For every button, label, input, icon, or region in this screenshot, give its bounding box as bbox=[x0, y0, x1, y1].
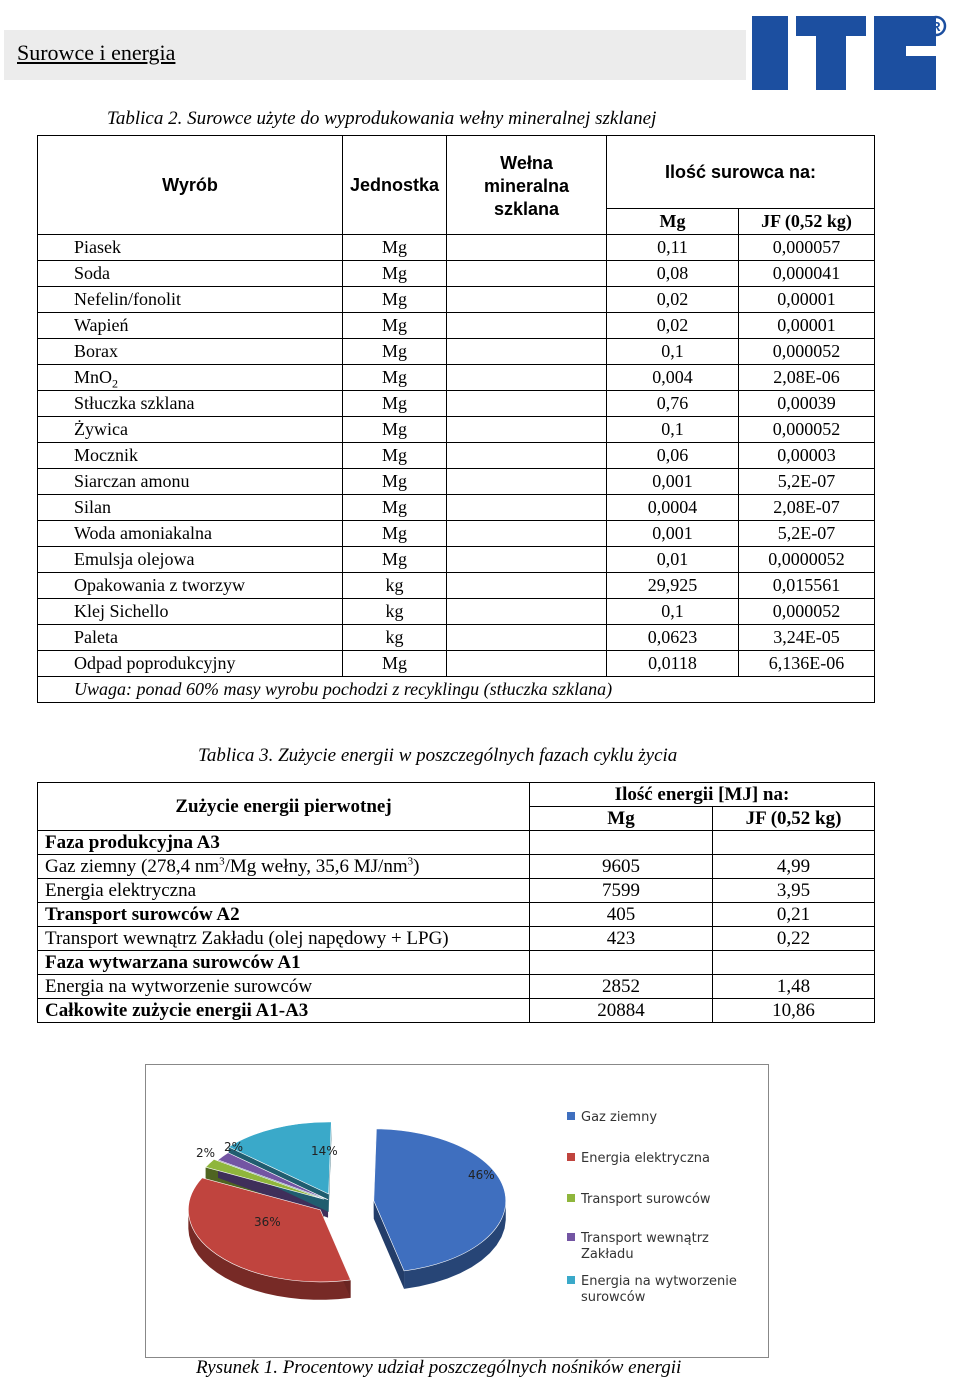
cell-wyrob bbox=[38, 417, 343, 443]
pie-chart bbox=[145, 1064, 769, 1358]
cell-jf: 2,08E-06 bbox=[739, 365, 875, 391]
cell-label bbox=[38, 855, 530, 879]
cell-wyrob bbox=[38, 547, 343, 573]
cell-jf: 6,136E-06 bbox=[739, 651, 875, 677]
cell-label-label: Faza produkcyjna A3 bbox=[45, 832, 220, 853]
cell-mg: 0,02 bbox=[607, 287, 739, 313]
cell-mg: 0,1 bbox=[607, 339, 739, 365]
cell-wyrob-text: MnO bbox=[74, 367, 113, 387]
cell-wyrob bbox=[38, 495, 343, 521]
cell-jf: 0,000041 bbox=[739, 261, 875, 287]
table-row bbox=[38, 443, 875, 469]
cell-welna bbox=[447, 391, 607, 417]
col-header-jf: JF (0,52 kg) bbox=[739, 209, 875, 235]
table-row bbox=[38, 927, 875, 951]
legend-label: Zakładu bbox=[581, 1247, 634, 1262]
cell-mg bbox=[530, 831, 713, 855]
cell-label-label-mid: /Mg wełny, 35,6 MJ/nm bbox=[224, 856, 408, 877]
table3 bbox=[37, 782, 875, 1023]
cell-wyrob-text: Stłuczka szklana bbox=[74, 393, 195, 413]
cell-jednostka: Mg bbox=[343, 651, 447, 677]
cell-label bbox=[38, 879, 530, 903]
cell-jf: 0,21 bbox=[713, 903, 875, 927]
col-header-welna bbox=[447, 136, 607, 235]
cell-mg: 29,925 bbox=[607, 573, 739, 599]
cell-jf: 0,000057 bbox=[739, 235, 875, 261]
col-header-ilosc: Ilość surowca na: bbox=[607, 136, 875, 209]
cell-jednostka: kg bbox=[343, 599, 447, 625]
cell-wyrob bbox=[38, 391, 343, 417]
legend-label: Gaz ziemny bbox=[581, 1110, 658, 1125]
cell-jf: 0,22 bbox=[713, 927, 875, 951]
cell-jf: 0,00039 bbox=[739, 391, 875, 417]
cell-wyrob bbox=[38, 261, 343, 287]
cell-mg: 0,001 bbox=[607, 521, 739, 547]
col-header-welna-line1: Wełna bbox=[500, 153, 553, 173]
cell-wyrob-text: Wapień bbox=[74, 315, 129, 335]
table-row bbox=[38, 903, 875, 927]
cell-welna bbox=[447, 287, 607, 313]
cell-wyrob-subscript: 2 bbox=[112, 376, 119, 391]
cell-welna bbox=[447, 469, 607, 495]
cell-wyrob bbox=[38, 573, 343, 599]
col-header-welna-line2: mineralna bbox=[483, 176, 570, 196]
cell-wyrob-text: Emulsja olejowa bbox=[74, 549, 195, 569]
table-row bbox=[38, 287, 875, 313]
cell-wyrob-text: Mocznik bbox=[74, 445, 138, 465]
table-row bbox=[38, 547, 875, 573]
cell-jf: 0,00001 bbox=[739, 287, 875, 313]
page-title: Surowce i energia bbox=[17, 40, 176, 65]
col-header-wyrob: Wyrób bbox=[38, 136, 343, 235]
cell-jednostka: Mg bbox=[343, 339, 447, 365]
cell-jednostka: Mg bbox=[343, 417, 447, 443]
cell-wyrob bbox=[38, 235, 343, 261]
cell-jednostka: Mg bbox=[343, 391, 447, 417]
cell-wyrob-text: Żywica bbox=[74, 419, 128, 439]
cell-wyrob-text: Paleta bbox=[74, 627, 118, 647]
cell-label bbox=[38, 903, 530, 927]
cell-label bbox=[38, 975, 530, 999]
cell-welna bbox=[447, 313, 607, 339]
table-row bbox=[38, 339, 875, 365]
table2-caption: Tablica 2. Surowce użyte do wyprodukowania wełny mineralnej szklanej bbox=[107, 108, 657, 129]
cell-label-label: Transport wewnątrz Zakładu (olej napędowy + LPG) bbox=[45, 928, 449, 949]
cell-mg: 7599 bbox=[530, 879, 713, 903]
cell-wyrob-text: Klej Sichello bbox=[74, 601, 169, 621]
table-row bbox=[38, 417, 875, 443]
cell-jednostka: Mg bbox=[343, 547, 447, 573]
table-row bbox=[38, 495, 875, 521]
legend-swatch bbox=[567, 1233, 575, 1241]
cell-welna bbox=[447, 625, 607, 651]
itb-logo bbox=[752, 12, 950, 92]
cell-jf bbox=[713, 951, 875, 975]
col-header-jednostka: Jednostka bbox=[343, 136, 447, 235]
cell-jf: 2,08E-07 bbox=[739, 495, 875, 521]
cell-jf: 10,86 bbox=[713, 999, 875, 1023]
col-header-mg: Mg bbox=[607, 209, 739, 235]
cell-jf: 3,95 bbox=[713, 879, 875, 903]
figure-caption: Rysunek 1. Procentowy udział poszczególnych nośników energii bbox=[196, 1357, 682, 1378]
cell-welna bbox=[447, 261, 607, 287]
pie-data-label: 36% bbox=[254, 1215, 281, 1229]
cell-label bbox=[38, 831, 530, 855]
table-row bbox=[38, 235, 875, 261]
cell-jednostka: Mg bbox=[343, 235, 447, 261]
cell-jf: 5,2E-07 bbox=[739, 521, 875, 547]
cell-wyrob-text: Woda amoniakalna bbox=[74, 523, 212, 543]
table-row bbox=[38, 573, 875, 599]
cell-jednostka: kg bbox=[343, 625, 447, 651]
cell-mg: 423 bbox=[530, 927, 713, 951]
svg-text:R: R bbox=[931, 19, 941, 34]
cell-welna bbox=[447, 547, 607, 573]
legend-swatch bbox=[567, 1153, 575, 1161]
cell-mg: 0,06 bbox=[607, 443, 739, 469]
table-row bbox=[38, 651, 875, 677]
table-row bbox=[38, 313, 875, 339]
cell-jf: 3,24E-05 bbox=[739, 625, 875, 651]
cell-label bbox=[38, 999, 530, 1023]
table-row bbox=[38, 599, 875, 625]
cell-mg bbox=[530, 951, 713, 975]
cell-jf: 4,99 bbox=[713, 855, 875, 879]
legend-swatch bbox=[567, 1194, 575, 1202]
cell-label-sup2: 3 bbox=[407, 855, 414, 868]
cell-welna bbox=[447, 339, 607, 365]
col-header-energy-mg: Mg bbox=[530, 807, 713, 831]
legend-swatch bbox=[567, 1276, 575, 1284]
table-row bbox=[38, 521, 875, 547]
cell-welna bbox=[447, 573, 607, 599]
cell-jednostka: Mg bbox=[343, 521, 447, 547]
legend-label: Transport surowców bbox=[581, 1192, 711, 1207]
col-header-energy-jf: JF (0,52 kg) bbox=[713, 807, 875, 831]
cell-wyrob bbox=[38, 365, 343, 391]
cell-mg: 0,01 bbox=[607, 547, 739, 573]
col-header-ilosc-energii: Ilość energii [MJ] na: bbox=[530, 783, 875, 807]
cell-wyrob bbox=[38, 469, 343, 495]
table-row bbox=[38, 391, 875, 417]
cell-wyrob bbox=[38, 313, 343, 339]
cell-jf: 5,2E-07 bbox=[739, 469, 875, 495]
cell-wyrob bbox=[38, 521, 343, 547]
cell-jednostka: Mg bbox=[343, 287, 447, 313]
cell-label-sup1: 3 bbox=[219, 855, 225, 868]
legend-label: Energia elektryczna bbox=[581, 1151, 710, 1166]
legend-label: Transport wewnątrz bbox=[581, 1231, 709, 1246]
cell-mg: 0,1 bbox=[607, 599, 739, 625]
table-row bbox=[38, 831, 875, 855]
cell-jf: 0,000052 bbox=[739, 417, 875, 443]
cell-welna bbox=[447, 443, 607, 469]
cell-label bbox=[38, 951, 530, 975]
cell-jednostka: Mg bbox=[343, 261, 447, 287]
cell-wyrob bbox=[38, 651, 343, 677]
cell-mg: 0,001 bbox=[607, 469, 739, 495]
pie-data-label: 46% bbox=[468, 1168, 495, 1182]
cell-jf: 0,00001 bbox=[739, 313, 875, 339]
table2 bbox=[37, 135, 875, 703]
cell-welna bbox=[447, 651, 607, 677]
cell-welna bbox=[447, 599, 607, 625]
cell-mg: 0,0623 bbox=[607, 625, 739, 651]
cell-wyrob-text: Opakowania z tworzyw bbox=[74, 575, 245, 595]
cell-wyrob-text: Silan bbox=[74, 497, 112, 517]
cell-wyrob-text: Nefelin/fonolit bbox=[74, 289, 181, 309]
cell-label bbox=[38, 927, 530, 951]
table-row bbox=[38, 879, 875, 903]
cell-wyrob bbox=[38, 599, 343, 625]
table2-note: Uwaga: ponad 60% masy wyrobu pochodzi z recyklingu (stłuczka szklana) bbox=[38, 677, 875, 703]
cell-jf: 0,015561 bbox=[739, 573, 875, 599]
cell-jf: 0,00003 bbox=[739, 443, 875, 469]
cell-mg: 0,11 bbox=[607, 235, 739, 261]
cell-label-label: Transport surowców A2 bbox=[45, 904, 240, 925]
table-row bbox=[38, 625, 875, 651]
cell-label-label-end: ) bbox=[413, 856, 420, 877]
cell-jf: 0,000052 bbox=[739, 599, 875, 625]
cell-mg: 0,0118 bbox=[607, 651, 739, 677]
cell-jednostka: Mg bbox=[343, 443, 447, 469]
legend-label: surowców bbox=[581, 1290, 646, 1305]
table-row bbox=[38, 951, 875, 975]
cell-label-label: Energia na wytworzenie surowców bbox=[45, 976, 313, 997]
cell-label-label: Gaz ziemny (278,4 nm bbox=[45, 856, 220, 877]
cell-wyrob bbox=[38, 339, 343, 365]
cell-jednostka: Mg bbox=[343, 495, 447, 521]
cell-mg: 0,0004 bbox=[607, 495, 739, 521]
cell-jednostka: Mg bbox=[343, 469, 447, 495]
cell-wyrob-text: Soda bbox=[74, 263, 110, 283]
legend-swatch bbox=[567, 1112, 575, 1120]
cell-jf: 1,48 bbox=[713, 975, 875, 999]
cell-wyrob-text: Piasek bbox=[74, 237, 121, 257]
cell-mg: 9605 bbox=[530, 855, 713, 879]
cell-welna bbox=[447, 495, 607, 521]
cell-welna bbox=[447, 235, 607, 261]
cell-welna bbox=[447, 365, 607, 391]
table-row bbox=[38, 261, 875, 287]
table-row bbox=[38, 855, 875, 879]
cell-wyrob-text: Siarczan amonu bbox=[74, 471, 190, 491]
col-header-welna-line3: szklana bbox=[493, 199, 560, 219]
cell-mg: 0,1 bbox=[607, 417, 739, 443]
cell-label-label: Faza wytwarzana surowców A1 bbox=[45, 952, 301, 973]
col-header-zuzycie: Zużycie energii pierwotnej bbox=[38, 783, 530, 831]
cell-wyrob-text: Borax bbox=[74, 341, 118, 361]
cell-welna bbox=[447, 417, 607, 443]
pie-data-label: 2% bbox=[224, 1140, 244, 1154]
cell-wyrob-text: Odpad poprodukcyjny bbox=[74, 653, 236, 673]
cell-mg: 2852 bbox=[530, 975, 713, 999]
cell-mg: 0,76 bbox=[607, 391, 739, 417]
cell-mg: 0,004 bbox=[607, 365, 739, 391]
cell-wyrob bbox=[38, 443, 343, 469]
legend-label: Energia na wytworzenie bbox=[581, 1274, 737, 1289]
cell-mg: 0,08 bbox=[607, 261, 739, 287]
cell-jf: 0,000052 bbox=[739, 339, 875, 365]
pie-data-label: 2% bbox=[196, 1146, 216, 1160]
cell-jednostka: kg bbox=[343, 573, 447, 599]
cell-label-label: Całkowite zużycie energii A1-A3 bbox=[45, 1000, 309, 1021]
table3-caption: Tablica 3. Zużycie energii w poszczególnych fazach cyklu życia bbox=[198, 745, 678, 766]
cell-mg: 0,02 bbox=[607, 313, 739, 339]
cell-wyrob bbox=[38, 287, 343, 313]
pie-data-label: 14% bbox=[311, 1144, 338, 1158]
cell-mg: 20884 bbox=[530, 999, 713, 1023]
cell-label-label: Energia elektryczna bbox=[45, 880, 197, 901]
cell-welna bbox=[447, 521, 607, 547]
table-row bbox=[38, 975, 875, 999]
cell-jf: 0,0000052 bbox=[739, 547, 875, 573]
cell-jf bbox=[713, 831, 875, 855]
cell-jednostka: Mg bbox=[343, 313, 447, 339]
cell-jednostka: Mg bbox=[343, 365, 447, 391]
table-row bbox=[38, 469, 875, 495]
cell-mg: 405 bbox=[530, 903, 713, 927]
table-row bbox=[38, 999, 875, 1023]
table-row bbox=[38, 365, 875, 391]
cell-wyrob bbox=[38, 625, 343, 651]
pie-chart-svg bbox=[146, 1065, 768, 1357]
